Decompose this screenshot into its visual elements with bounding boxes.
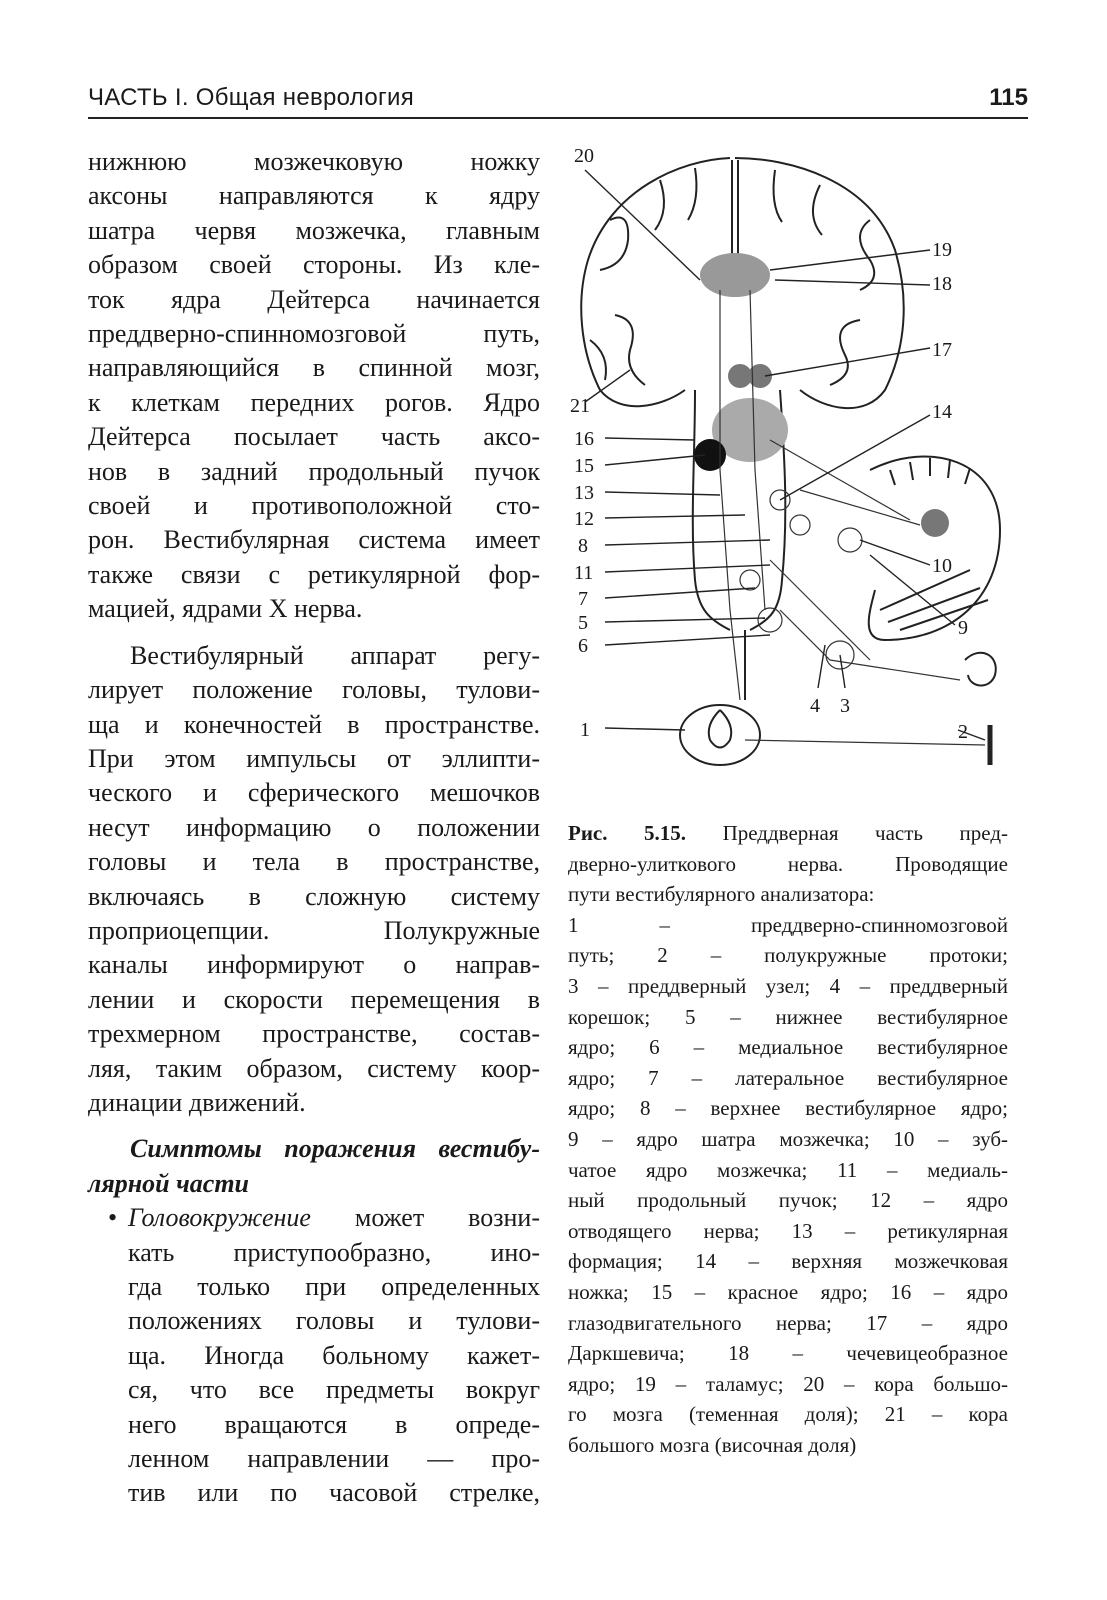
text-line: тив или по часовой стрелке,	[128, 1478, 540, 1508]
text-line: ляя, таким образом, систему коор-	[88, 1053, 540, 1083]
bullet-first-line	[88, 1201, 540, 1235]
caption-line: дверно-улиткового нерва. Проводящие	[568, 851, 1008, 876]
label-2: 2	[958, 721, 968, 743]
figure-vestibular-pathways	[570, 140, 1020, 800]
bullet-first-rest: может возни-	[310, 1203, 540, 1233]
text-line: трехмерном пространстве, состав-	[88, 1019, 540, 1049]
label-13: 13	[574, 482, 594, 504]
caption-first-line	[568, 818, 1008, 849]
caption-line: корешок; 5 – нижнее вестибулярное	[568, 1004, 1008, 1029]
text-line: ток ядра Дейтерса начинается	[88, 284, 540, 314]
caption-line: ядро; 8 – верхнее вестибулярное ядро;	[568, 1096, 1008, 1121]
text-line: ща. Иногда больному кажет-	[128, 1340, 540, 1370]
leader-lines	[585, 170, 985, 740]
text-line: аксоны направляются к ядру	[88, 181, 540, 211]
text-line: динации движений.	[88, 1087, 306, 1117]
caption-line: глазодвигательного нерва; 17 – ядро	[568, 1310, 1008, 1335]
text-line: головы и тела в пространстве,	[88, 847, 540, 877]
label-19: 19	[932, 239, 952, 261]
caption-line: го мозга (теменная доля); 21 – кора	[568, 1402, 1008, 1427]
text-line: преддверно-спинномозговой путь,	[88, 319, 540, 349]
caption-line: пути вестибулярного анализатора:	[568, 882, 875, 907]
text-line: нов в задний продольный пучок	[88, 456, 540, 486]
caption-line: чатое ядро мозжечка; 11 – медиаль-	[568, 1157, 1008, 1182]
text-line: каналы информируют о направ-	[88, 950, 540, 980]
caption-line: формация; 14 – верхняя мозжечковая	[568, 1249, 1008, 1274]
figure-ref: Рис. 5.15.	[568, 821, 687, 845]
text-line: него вращаются в опреде-	[128, 1409, 540, 1439]
text-line: несут информацию о положении	[88, 812, 540, 842]
label-18: 18	[932, 273, 952, 295]
text-line: ся, что все предметы вокруг	[128, 1375, 540, 1405]
body-text-column	[88, 145, 540, 1511]
label-5: 5	[578, 612, 588, 634]
bullet-term: Головокружение	[128, 1203, 311, 1233]
text-line: нижнюю мозжечковую ножку	[88, 147, 540, 176]
label-8: 8	[578, 535, 588, 557]
label-14: 14	[932, 401, 952, 423]
page-header	[88, 84, 1028, 118]
label-10: 10	[932, 555, 952, 577]
label-3: 3	[840, 695, 850, 717]
caption-line: ядро; 7 – латеральное вестибулярное	[568, 1065, 1008, 1090]
label-21: 21	[570, 395, 590, 417]
header-rule	[88, 117, 1028, 119]
bullet-item	[88, 1201, 540, 1511]
text-line: ленном направлении — про-	[128, 1444, 540, 1474]
caption-line: 3 – преддверный узел; 4 – преддверный	[568, 973, 1008, 998]
text-line: также связи с ретикулярной фор-	[88, 559, 540, 589]
text-line: мацией, ядрами X нерва.	[88, 594, 363, 624]
label-7: 7	[578, 588, 588, 610]
vestibular-diagram	[570, 140, 1020, 800]
caption-line: 1 – преддверно-спинномозговой	[568, 912, 1008, 937]
text-line: ческого и сферического мешочков	[88, 778, 540, 808]
text-line: образом своей стороны. Из кле-	[88, 250, 540, 280]
caption-line: большого мозга (височная доля)	[568, 1432, 857, 1457]
caption-line: путь; 2 – полукружные протоки;	[568, 943, 1008, 968]
caption-line: ядро; 19 – таламус; 20 – кора большо-	[568, 1371, 1008, 1396]
text-line: лении и скорости перемещения в	[88, 984, 540, 1014]
caption-line: ный продольный пучок; 12 – ядро	[568, 1188, 1008, 1213]
text-line: Вестибулярный аппарат регу-	[130, 640, 540, 670]
text-line: своей и противоположной сто-	[88, 491, 540, 521]
heading-line: Симптомы поражения вестибу-	[130, 1134, 540, 1164]
bullet-mark: •	[108, 1203, 118, 1233]
label-17: 17	[932, 339, 952, 361]
text-line: При этом импульсы от эллипти-	[88, 743, 540, 773]
caption-first-rest: Преддверная часть пред-	[686, 821, 1009, 845]
label-11: 11	[574, 562, 594, 584]
heading-line: лярной части	[88, 1168, 250, 1198]
label-16: 16	[574, 428, 594, 450]
caption-line: ядро; 6 – медиальное вестибулярное	[568, 1035, 1008, 1060]
text-line: кать приступообразно, ино-	[128, 1237, 540, 1267]
text-line: лирует положение головы, тулови-	[88, 675, 540, 705]
text-line: Дейтерса посылает часть аксо-	[88, 422, 540, 452]
text-line: к клеткам передних рогов. Ядро	[88, 387, 540, 417]
caption-line: отводящего нерва; 13 – ретикулярная	[568, 1218, 1008, 1243]
label-12: 12	[574, 508, 594, 530]
label-20: 20	[574, 145, 594, 167]
text-line: проприоцепции. Полукружные	[88, 915, 540, 945]
section-heading	[88, 1132, 540, 1201]
label-1: 1	[580, 719, 590, 741]
paragraph-2	[88, 639, 540, 1121]
running-title: ЧАСТЬ I. Общая неврология	[88, 84, 415, 111]
caption-line: 9 – ядро шатра мозжечка; 10 – зуб-	[568, 1126, 1008, 1151]
caption-line: Даркшевича; 18 – чечевицеобразное	[568, 1341, 1008, 1366]
nuclei-shading	[694, 253, 949, 537]
label-9: 9	[958, 617, 968, 639]
text-line: ща и конечностей в пространстве.	[88, 709, 540, 739]
paragraph-1	[88, 145, 540, 627]
text-line: направляющийся в спинной мозг,	[88, 353, 540, 383]
text-line: положениях головы и тулови-	[128, 1306, 540, 1336]
text-line: гда только при определенных	[128, 1272, 540, 1301]
caption-line: ножка; 15 – красное ядро; 16 – ядро	[568, 1279, 1008, 1304]
text-line: шатра червя мозжечка, главным	[88, 215, 540, 245]
text-line: рон. Вестибулярная система имеет	[88, 525, 540, 555]
label-15: 15	[574, 455, 594, 477]
figure-caption	[568, 818, 1008, 1460]
text-line: включаясь в сложную систему	[88, 881, 540, 911]
label-6: 6	[578, 635, 588, 657]
page-number: 115	[989, 84, 1028, 111]
label-4: 4	[810, 695, 820, 717]
